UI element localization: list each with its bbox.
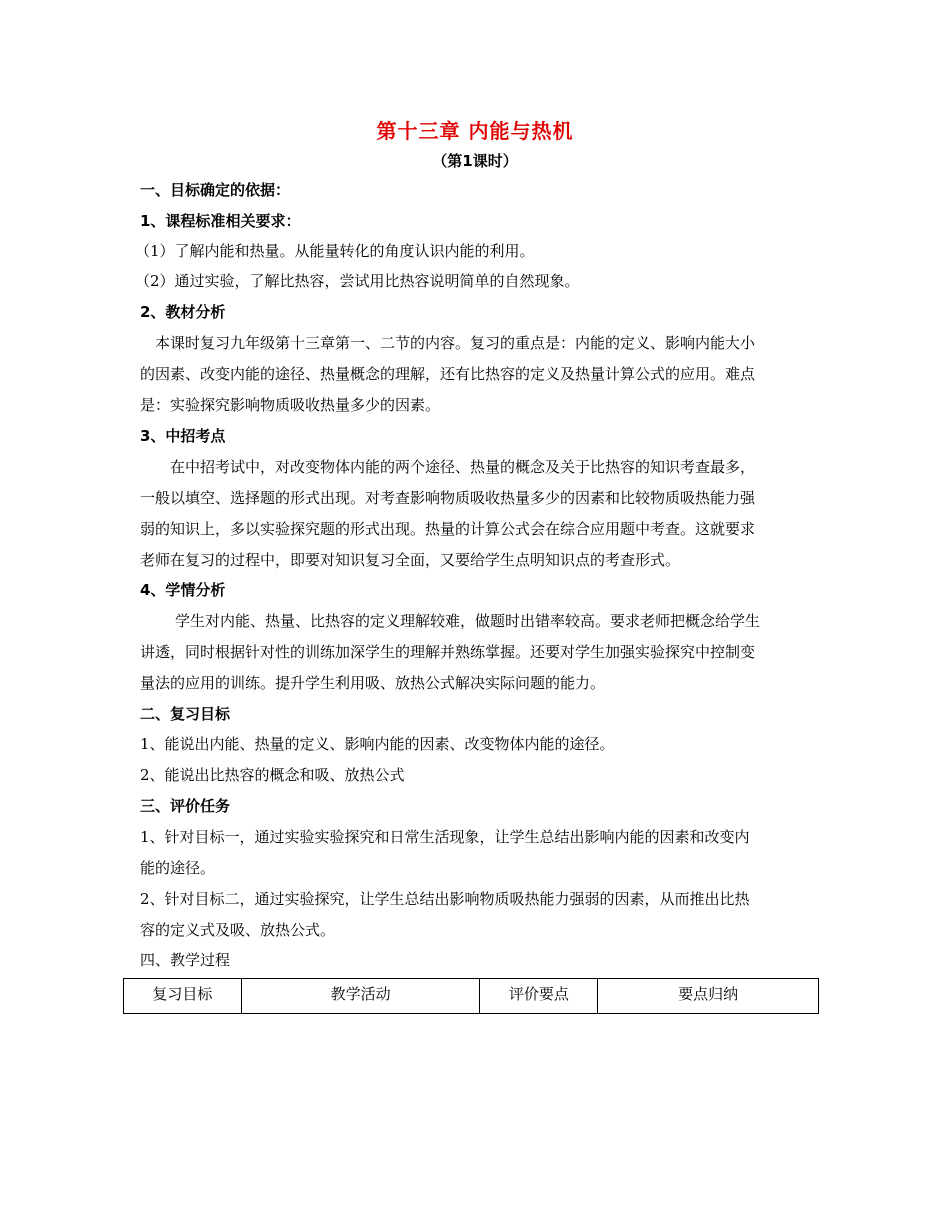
column-header-evaluation-points: 评价要点 [480,979,598,1014]
paragraph-line: （1）了解内能和热量。从能量转化的角度认识内能的利用。 [135,242,535,260]
document-title: 第十三章 内能与热机 [376,119,574,143]
subsection-heading: 3、中招考点 [140,427,226,445]
paragraph-line: 学生对内能、热量、比热容的定义理解较难，做题时出错率较高。要求老师把概念给学生 [175,612,761,630]
paragraph-line: 在中招考试中，对改变物体内能的两个途径、热量的概念及关于比热容的知识考查最多， [170,458,756,476]
column-header-key-summary: 要点归纳 [598,979,819,1014]
subsection-heading: 1、课程标准相关要求： [140,212,301,230]
paragraph-line: 1、针对目标一，通过实验实验探究和日常生活现象，让学生总结出影响内能的因素和改变内 [140,828,750,846]
column-header-review-goal: 复习目标 [124,979,242,1014]
paragraph-line: 的因素、改变内能的途径、热量概念的理解，还有比热容的定义及热量计算公式的应用。难点 [140,365,756,383]
paragraph-line: （2）通过实验，了解比热容，尝试用比热容说明简单的自然现象。 [135,272,580,290]
paragraph-line: 2、能说出比热容的概念和吸、放热公式 [140,766,405,784]
section-heading: 四、教学过程 [140,951,231,969]
section-heading: 一、目标确定的依据： [140,181,291,199]
paragraph-line: 能的途径。 [140,859,216,877]
document-subtitle: （第1课时） [432,152,518,170]
paragraph-line: 一般以填空、选择题的形式出现。对考查影响物质吸收热量多少的因素和比较物质吸热能力强 [140,489,756,507]
paragraph-line: 本课时复习九年级第十三章第一、二节的内容。复习的重点是：内能的定义、影响内能大小 [155,334,756,352]
paragraph-line: 容的定义式及吸、放热公式。 [140,921,336,939]
section-heading: 二、复习目标 [140,705,231,723]
teaching-process-table [123,978,819,1014]
paragraph-line: 讲透，同时根据针对性的训练加深学生的理解并熟练掌握。还要对学生加强实验探究中控制变 [140,643,756,661]
paragraph-line: 弱的知识上，多以实验探究题的形式出现。热量的计算公式会在综合应用题中考查。这就要求 [140,520,756,538]
column-header-teaching-activity: 教学活动 [241,979,480,1014]
table-header-row [124,979,819,1014]
paragraph-line: 量法的应用的训练。提升学生利用吸、放热公式解决实际问题的能力。 [140,674,606,692]
paragraph-line: 1、能说出内能、热量的定义、影响内能的因素、改变物体内能的途径。 [140,735,615,753]
paragraph-line: 老师在复习的过程中，即要对知识复习全面，又要给学生点明知识点的考查形式。 [140,551,681,569]
paragraph-line: 是：实验探究影响物质吸收热量多少的因素。 [140,396,441,414]
subsection-heading: 4、学情分析 [140,581,226,599]
subsection-heading: 2、教材分析 [140,303,226,321]
paragraph-line: 2、针对目标二，通过实验探究，让学生总结出影响物质吸热能力强弱的因素，从而推出比热 [140,890,750,908]
section-heading: 三、评价任务 [140,797,231,815]
